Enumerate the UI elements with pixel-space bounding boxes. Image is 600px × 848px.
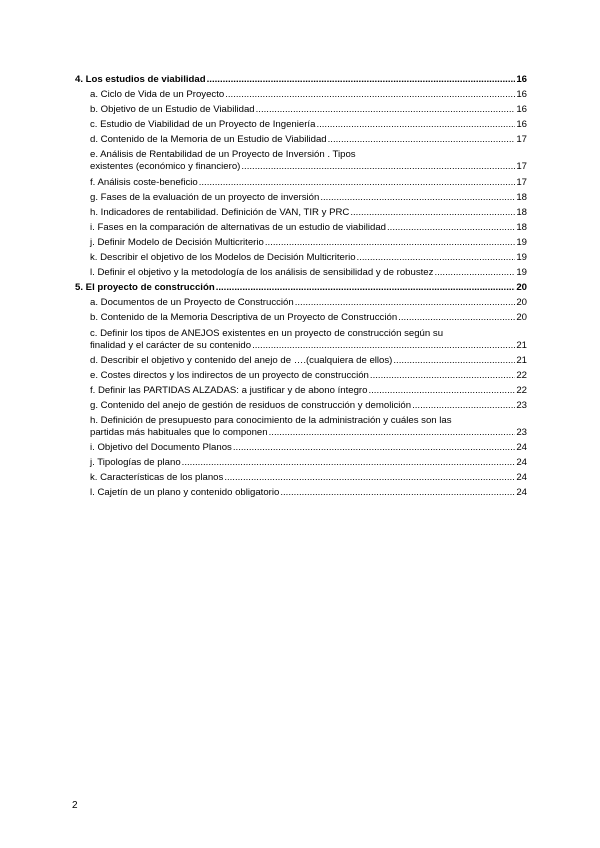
toc-section-entry[interactable] [75,74,527,86]
toc-subsection-entry[interactable] [75,252,527,264]
toc-dot-leader [434,267,515,279]
toc-entry-label: d. Describir el objetivo y contenido del anejo de ….(cualquiera de ellos) [90,354,393,366]
toc-dot-leader [265,237,516,249]
toc-dot-leader [393,355,515,367]
toc-subsection-entry[interactable] [75,442,527,454]
toc-section-entry[interactable] [75,282,527,294]
toc-dot-leader [182,457,516,469]
toc-entry-label: i. Fases en la comparación de alternativas de un estudio de viabilidad [90,221,386,233]
toc-page-number: 16 [516,74,527,85]
toc-entry-label-line1: e. Análisis de Rentabilidad de un Proyecto de Inversión . Tipos [90,149,356,161]
toc-subsection-entry[interactable] [75,370,527,382]
toc-dot-leader [368,385,515,397]
toc-entry-label: e. Costes directos y los indirectos de un proyecto de construcción [90,369,369,381]
toc-page-number: 20 [516,297,527,309]
toc-dot-leader [216,282,516,294]
toc-entry-label: g. Fases de la evaluación de un proyecto de inversión [90,191,320,203]
toc-dot-leader [224,472,515,484]
toc-page-number: 19 [516,252,527,264]
toc-entry-label: k. Describir el objetivo de los Modelos de Decisión Multicriterio [90,252,356,264]
toc-page-number: 21 [516,339,527,351]
toc-page-number: 18 [516,221,527,233]
toc-subsection-entry[interactable] [75,149,527,173]
toc-page-number: 20 [516,282,527,294]
toc-dot-leader [256,104,516,116]
toc-subsection-entry[interactable] [75,385,527,397]
toc-subsection-entry[interactable] [75,297,527,309]
toc-entry-label-line2: existentes (económico y financiero) [90,161,241,173]
toc-page-number: 22 [516,369,527,381]
toc-subsection-entry[interactable] [75,457,527,469]
toc-entry-label-line1: h. Definición de presupuesto para conocimiento de la administración y cuáles son las [90,414,452,426]
toc-dot-leader [280,487,515,499]
toc-entry-label-line2: partidas más habituales que lo componen [90,426,268,438]
toc-page-number: 23 [516,426,527,438]
toc-dot-leader [225,89,515,101]
toc-page-number: 24 [516,457,527,469]
toc-dot-leader [412,400,515,412]
toc-dot-leader [252,340,515,352]
toc-entry-label: l. Definir el objetivo y la metodología de los análisis de sensibilidad y de robustez [90,267,434,279]
toc-entry-label: f. Análisis coste-beneficio [90,176,198,188]
toc-page-number: 17 [516,176,527,188]
toc-subsection-entry[interactable] [75,104,527,116]
toc-subsection-entry[interactable] [75,328,527,352]
toc-page-number: 18 [516,206,527,218]
toc-page-number: 16 [516,104,527,116]
toc-page-number: 18 [516,191,527,203]
toc-subsection-entry[interactable] [75,192,527,204]
toc-subsection-entry[interactable] [75,487,527,499]
toc-dot-leader [295,297,516,309]
toc-page-number: 16 [516,119,527,131]
toc-subsection-entry[interactable] [75,472,527,484]
toc-entry-label: c. Estudio de Viabilidad de un Proyecto de Ingeniería [90,119,316,131]
toc-dot-leader [387,222,515,234]
toc-entry-label: j. Tipologías de plano [90,457,181,469]
toc-subsection-entry[interactable] [75,267,527,279]
toc-dot-leader [370,370,515,382]
toc-dot-leader [241,161,515,173]
toc-subsection-entry[interactable] [75,222,527,234]
table-of-contents [75,74,527,502]
toc-dot-leader [207,74,516,86]
toc-page-number: 19 [516,267,527,279]
toc-entry-label: l. Cajetín de un plano y contenido obligatorio [90,487,280,499]
toc-entry-label: a. Ciclo de Vida de un Proyecto [90,89,225,101]
toc-entry-label: b. Contenido de la Memoria Descriptiva de un Proyecto de Construcción [90,312,398,324]
toc-page-number: 24 [516,487,527,499]
toc-subsection-entry[interactable] [75,312,527,324]
toc-page-number: 21 [516,354,527,366]
toc-entry-label-line2: finalidad y el carácter de su contenido [90,339,252,351]
toc-entry-label: d. Contenido de la Memoria de un Estudio de Viabilidad [90,134,327,146]
toc-entry-label: j. Definir Modelo de Decisión Multicriterio [90,236,264,248]
toc-page-number: 23 [516,399,527,411]
toc-entry-label: f. Definir las PARTIDAS ALZADAS: a justificar y de abono íntegro [90,384,368,396]
toc-entry-label: 5. El proyecto de construcción [75,282,215,294]
toc-subsection-entry[interactable] [75,355,527,367]
toc-page-number: 16 [516,89,527,101]
toc-subsection-entry[interactable] [75,237,527,249]
toc-subsection-entry[interactable] [75,177,527,189]
toc-subsection-entry[interactable] [75,89,527,101]
toc-page-number: 22 [516,384,527,396]
toc-entry-label-line1: c. Definir los tipos de ANEJOS existentes en un proyecto de construcción según su [90,327,444,339]
toc-entry-label: 4. Los estudios de viabilidad [75,74,206,85]
toc-page-number: 24 [516,472,527,484]
toc-dot-leader [320,192,515,204]
toc-page-number: 20 [516,312,527,324]
toc-dot-leader [328,134,516,146]
toc-dot-leader [350,207,515,219]
toc-entry-label: i. Objetivo del Documento Planos [90,442,232,454]
toc-subsection-entry[interactable] [75,134,527,146]
toc-entry-label: a. Documentos de un Proyecto de Construcción [90,297,294,309]
toc-dot-leader [199,177,516,189]
toc-subsection-entry[interactable] [75,400,527,412]
toc-page-number: 17 [516,161,527,173]
toc-dot-leader [398,312,515,324]
toc-entry-label: h. Indicadores de rentabilidad. Definición de VAN, TIR y PRC [90,206,350,218]
toc-entry-label: b. Objetivo de un Estudio de Viabilidad [90,104,255,116]
toc-page-number: 19 [516,236,527,248]
toc-entry-label: k. Características de los planos [90,472,224,484]
toc-entry-label: g. Contenido del anejo de gestión de residuos de construcción y demolición [90,399,412,411]
page-number: 2 [72,800,78,811]
toc-dot-leader [233,442,515,454]
toc-dot-leader [316,119,515,131]
toc-dot-leader [269,427,516,439]
toc-page-number: 17 [516,134,527,146]
toc-subsection-entry[interactable] [75,207,527,219]
toc-dot-leader [357,252,516,264]
toc-subsection-entry[interactable] [75,119,527,131]
toc-subsection-entry[interactable] [75,415,527,439]
toc-page-number: 24 [516,442,527,454]
